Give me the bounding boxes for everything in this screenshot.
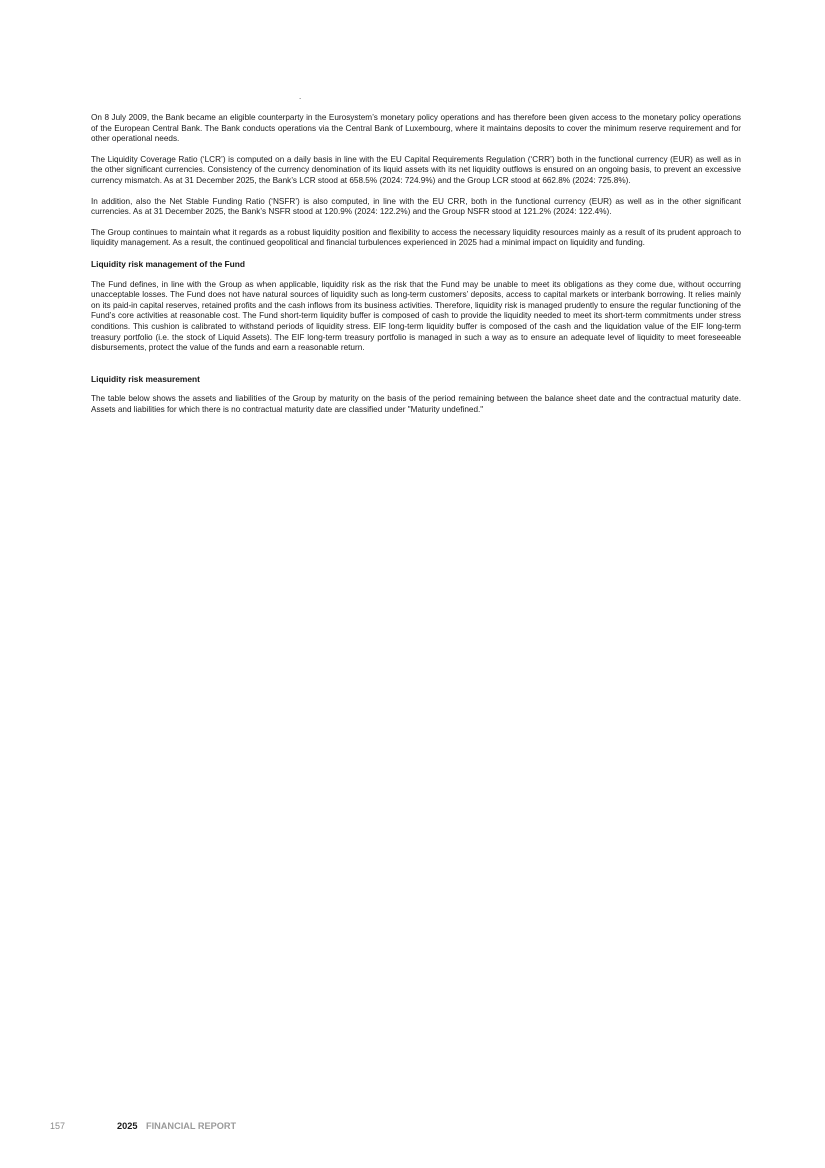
stray-mark: . xyxy=(299,92,302,101)
paragraph-fund-liquidity-risk: The Fund defines, in line with the Group as when applicable, liquidity risk as the risk that the Fund may be unable to meet its obligations as they come due, without occurring unacceptable losses. The Fund does not have natural sources of liquidity such as long-term customers’ deposits, access to capital markets or interbank borrowing. It relies mainly on its paid-in capital reserves, retained profits and the cash inflows from its business activities. Therefore, liquidity risk is managed prudently to ensure the regular functioning of the Fund’s core activities at reasonable cost. The Fund short-term liquidity buffer is composed of cash to provide the liquidity needed to meet its short-term commitments under stress conditions. This cushion is calibrated to withstand periods of liquidity stress. EIF long-term liquidity buffer is composed of the cash and the liquidation value of the EIF long-term treasury portfolio (i.e. the stock of Liquid Assets). The EIF long-term treasury portfolio is managed in such a way as to ensure an adequate level of liquidity to meet foreseeable disbursements, protect the value of the funds and earn a reasonable return. xyxy=(91,279,741,353)
page-number: 157 xyxy=(50,1121,66,1131)
paragraph-liquidity-position: The Group continues to maintain what it regards as a robust liquidity position and flexibility to access the necessary liquidity resources mainly as a result of its prudent approach to liquidity management. As a result, the continued geopolitical and financial turbulences experienced in 2025 had a minimal impact on liquidity and funding. xyxy=(91,227,741,248)
paragraph-maturity-table-intro: The table below shows the assets and liabilities of the Group by maturity on the basis of the period remaining between the balance sheet date and the contractual maturity date. Assets and liabilities for which there is no contractual maturity date are classified under "Maturity undefined." xyxy=(91,394,741,414)
paragraph-nsfr: In addition, also the Net Stable Funding Ratio (‘NSFR’) is also computed, in line with the EU CRR, both in the functional currency (EUR) as well as in the other significant currencies. As at 31 December 2025, the Bank’s NSFR stood at 120.9% (2024: 122.2%) and the Group NSFR stood at 121.2% (2024: 122.4%). xyxy=(91,196,741,217)
paragraph-eurosystem-access: On 8 July 2009, the Bank became an eligible counterparty in the Eurosystem’s monetary policy operations and has therefore been given access to the monetary policy operations of the European Central Bank. The Bank conducts operations via the Central Bank of Luxembourg, where it maintains deposits to cover the minimum reserve requirement and for other operational needs. xyxy=(91,113,741,144)
heading-fund-liquidity-risk: Liquidity risk management of the Fund xyxy=(91,258,246,269)
report-year: 2025 xyxy=(117,1121,138,1131)
body-text xyxy=(91,113,741,425)
heading-liquidity-risk-measurement: Liquidity risk measurement xyxy=(91,373,200,384)
page-footer xyxy=(0,1120,825,1134)
paragraph-lcr: The Liquidity Coverage Ratio (‘LCR’) is computed on a daily basis in line with the EU Capital Requirements Regulation (‘CRR’) both in the functional currency (EUR) as well as in the other significant currencies. Consistency of the currency denomination of its liquid assets with its net liquidity outflows is ensured on an ongoing basis, to prevent an excessive currency mismatch. As at 31 December 2025, the Bank’s LCR stood at 658.5% (2024: 724.9%) and the Group LCR stood at 662.8% (2024: 725.8%). xyxy=(91,154,741,185)
report-title: FINANCIAL REPORT xyxy=(146,1121,237,1131)
section-spacer xyxy=(91,364,741,374)
